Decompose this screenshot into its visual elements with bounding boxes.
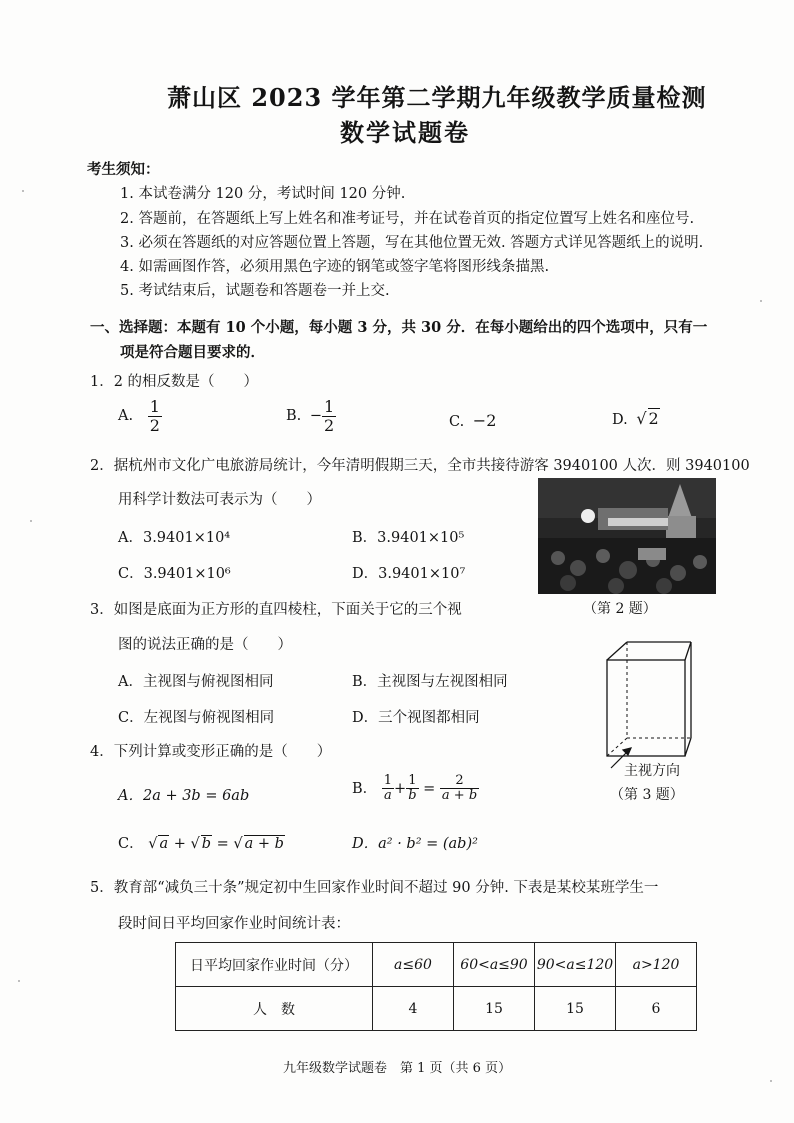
table-cell: 15: [535, 987, 616, 1031]
scan-speck: [22, 190, 24, 192]
q3-caption: （第 3 题）: [610, 787, 684, 803]
q4-b-term-2: $\frac{1}{b}$: [408, 773, 417, 804]
page-subtitle: 数学试题卷: [340, 118, 470, 147]
table-header-cell: a≤60: [373, 943, 454, 987]
notice-item-5: 5. 考试结束后，试题卷和答题卷一并上交.: [120, 283, 390, 299]
q1-b-fraction: $\frac{1}{2}$: [324, 397, 335, 435]
scan-speck: [770, 1080, 772, 1082]
page-footer: 九年级数学试题卷 第 1 页（共 6 页）: [283, 1061, 512, 1076]
q2-photo: [538, 478, 716, 594]
q4-b-term-1: $\frac{1}{a}$: [383, 773, 393, 804]
q2-option-a: A．3.9401×10⁴: [118, 530, 231, 546]
q1-option-b: B. − $\frac{1}{2}$: [286, 397, 335, 435]
q3-option-b: B．主视图与左视图相同: [352, 674, 508, 690]
q1-option-c: C. −2: [449, 411, 497, 430]
q4-b-result: $\frac{2}{a + b}$: [441, 773, 478, 804]
q2-stem-line-2: 用科学计数法可表示为（ ）: [118, 492, 321, 508]
q1-stem: 1．2 的相反数是（ ）: [90, 374, 259, 390]
table-cell: 人 数: [176, 987, 373, 1031]
scan-speck: [18, 980, 20, 982]
q2-stem-line-1: 2．据杭州市文化广电旅游局统计，今年清明假期三天，全市共接待游客 3940100 人次．则 3940100: [90, 458, 750, 474]
table-header-cell: 60<a≤90: [454, 943, 535, 987]
table-cell: 4: [373, 987, 454, 1031]
q4-c-sqrt-2: √ b: [190, 836, 212, 852]
q3-view-direction-label: 主视方向: [624, 763, 680, 779]
q3-option-d: D．三个视图都相同: [352, 710, 480, 726]
q5-stem-line-1: 5．教育部“减负三十条”规定初中生回家作业时间不超过 90 分钟. 下表是某校某班学生一: [90, 880, 659, 896]
q1-option-d: D. √ 2: [612, 409, 659, 428]
q4-option-a: A．2a + 3b = 6ab: [118, 788, 250, 804]
scan-speck: [30, 520, 32, 522]
table-header-cell: 日平均回家作业时间（分）: [176, 943, 373, 987]
q2-option-b: B．3.9401×10⁵: [352, 530, 465, 546]
q4-option-c: C． √ a + √ b = √ a + b: [118, 836, 284, 852]
table-header-cell: 90<a≤120: [535, 943, 616, 987]
section-heading-line-1: 一、选择题：本题有 10 个小题，每小题 3 分，共 30 分．在每小题给出的四个选项中，只有一: [90, 319, 708, 336]
q3-option-c: C．左视图与俯视图相同: [118, 710, 275, 726]
table-cell: 15: [454, 987, 535, 1031]
q3-stem-line-1: 3．如图是底面为正方形的直四棱柱，下面关于它的三个视: [90, 602, 462, 618]
notice-item-2: 2. 答题前，在答题纸上写上姓名和准考证号，并在试卷首页的指定位置写上姓名和座位号.: [120, 211, 695, 227]
q2-option-c: C．3.9401×10⁶: [118, 566, 231, 582]
table-cell: 6: [616, 987, 697, 1031]
q2-option-d: D．3.9401×10⁷: [352, 566, 466, 582]
q1-option-a: A. $\frac{1}{2}$: [118, 397, 160, 435]
notice-heading: 考生须知：: [87, 161, 160, 178]
q5-stats-table: [175, 942, 697, 1031]
section-heading-line-2: 项是符合题目要求的．: [120, 344, 265, 361]
table-header-cell: a>120: [616, 943, 697, 987]
q3-stem-line-2: 图的说法正确的是（ ）: [118, 637, 292, 653]
notice-item-1: 1. 本试卷满分 120 分，考试时间 120 分钟.: [120, 186, 406, 202]
q4-option-b: B． $\frac{1}{a}$ + $\frac{1}{b}$ = $\frac{2}{a + b}$: [352, 773, 478, 804]
q4-c-sqrt-3: √ a + b: [233, 836, 284, 852]
q2-caption: （第 2 题）: [583, 601, 657, 617]
q5-stem-line-2: 段时间日平均回家作业时间统计表：: [118, 916, 350, 932]
page-title: 萧山区 2023 学年第二学期九年级教学质量检测: [167, 83, 707, 112]
scan-speck: [760, 300, 762, 302]
q3-option-a: A．主视图与俯视图相同: [118, 674, 274, 690]
q1-d-sqrt: √ 2: [636, 409, 659, 428]
q4-option-d: D．a² · b² = (ab)²: [352, 836, 478, 852]
q1-a-fraction: $\frac{1}{2}$: [149, 397, 160, 435]
q3-prism-figure: [595, 636, 695, 776]
q4-stem: 4．下列计算或变形正确的是（ ）: [90, 744, 332, 760]
table-header-row: [176, 943, 697, 987]
notice-item-3: 3. 必须在答题纸的对应答题位置上答题，写在其他位置无效. 答题方式详见答题纸上的说明.: [120, 235, 704, 251]
notice-item-4: 4. 如需画图作答，必须用黑色字迹的钢笔或签字笔将图形线条描黑.: [120, 259, 550, 275]
table-row: [176, 987, 697, 1031]
q4-c-sqrt-1: √ a: [148, 836, 169, 852]
